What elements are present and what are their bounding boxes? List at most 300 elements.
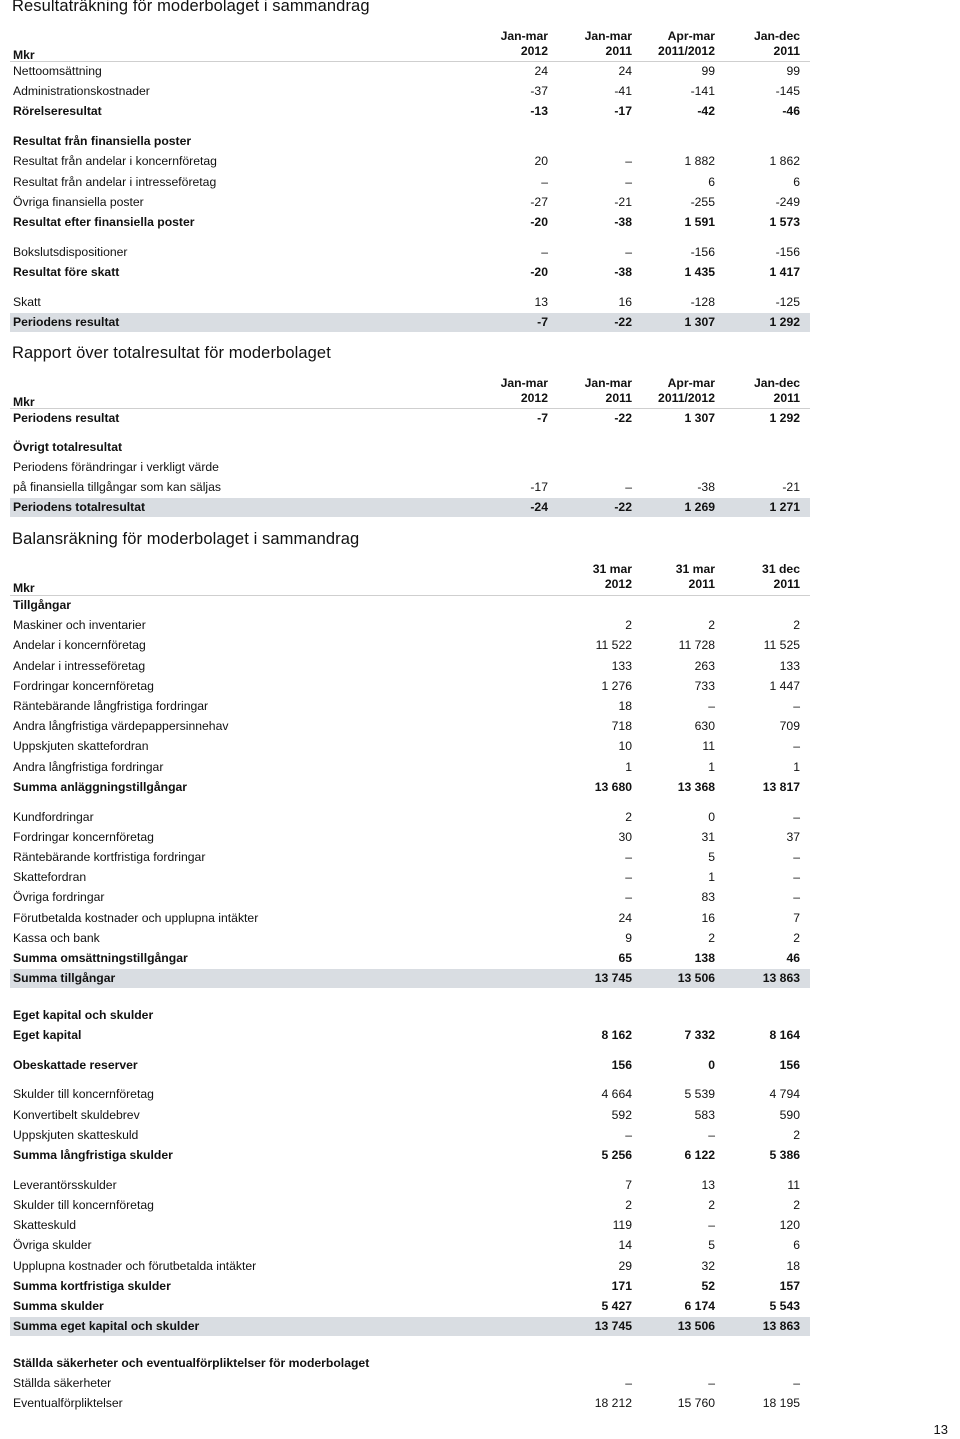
- bs-row: [10, 949, 810, 968]
- row-value: 133: [779, 658, 800, 673]
- row-value: -38: [614, 215, 632, 229]
- row-label: Summa kortfristiga skulder: [13, 1278, 171, 1293]
- row-label: Resultat efter finansiella poster: [13, 215, 195, 229]
- pnl-row: [10, 102, 810, 121]
- row-label: Ställda säkerheter och eventualförpliktelser för moderbolaget: [13, 1355, 370, 1370]
- bs-row: [10, 888, 810, 907]
- row-label: Skulder till koncernföretag: [13, 1087, 154, 1102]
- header-column: [585, 376, 632, 406]
- header-year: 2011/2012: [658, 391, 715, 405]
- oci-row: [10, 438, 810, 457]
- row-value: -255: [690, 194, 715, 209]
- row-value: 99: [701, 64, 715, 78]
- row-value: -128: [690, 294, 715, 309]
- row-value: 13: [534, 294, 548, 309]
- bs-row: [10, 677, 810, 696]
- bs-row: [10, 1196, 810, 1215]
- row-value: 120: [779, 1218, 800, 1233]
- bs-row: [10, 1317, 810, 1336]
- row-value: 1: [793, 759, 800, 774]
- row-value: 13 745: [594, 971, 632, 986]
- row-label: Rörelseresultat: [13, 104, 102, 119]
- header-column: [501, 29, 548, 59]
- row-label: Övriga skulder: [13, 1238, 92, 1253]
- row-label: Övriga finansiella poster: [13, 194, 144, 209]
- row-value: 11: [702, 739, 715, 754]
- header-year: 2012: [520, 391, 548, 405]
- row-value: 592: [611, 1107, 632, 1122]
- bs-row: [10, 636, 810, 655]
- header-year: 2012: [604, 577, 632, 591]
- row-value: 2: [708, 1197, 715, 1212]
- row-value: 2: [625, 1197, 632, 1212]
- row-value: –: [625, 849, 632, 864]
- row-value: 83: [701, 890, 715, 905]
- row-value: 13: [701, 1177, 715, 1192]
- row-label: Skattefordran: [13, 870, 87, 885]
- row-value: –: [625, 154, 632, 169]
- row-value: 65: [618, 950, 632, 965]
- row-value: 7: [625, 1177, 632, 1192]
- row-value: -20: [530, 215, 548, 229]
- row-value: 156: [779, 1057, 800, 1072]
- bs-row: [10, 1297, 810, 1316]
- row-value: 18 195: [762, 1396, 800, 1411]
- row-value: 7 332: [684, 1028, 715, 1042]
- row-value: 2: [793, 1197, 800, 1212]
- row-value: 32: [701, 1258, 715, 1273]
- row-value: 583: [694, 1107, 715, 1122]
- bs-row: [10, 758, 810, 777]
- row-value: 11: [787, 1177, 800, 1192]
- row-value: 13 745: [594, 1319, 632, 1334]
- row-value: -27: [530, 194, 548, 209]
- row-label: Resultat före skatt: [13, 265, 120, 279]
- row-label: Summa anläggningstillgångar: [13, 779, 188, 794]
- row-value: 5 539: [684, 1087, 715, 1102]
- row-value: 99: [786, 64, 800, 78]
- pnl-row: [10, 152, 810, 171]
- row-label: Administrationskostnader: [13, 84, 150, 99]
- bs-row: [10, 1216, 810, 1235]
- row-value: -125: [775, 294, 800, 309]
- row-value: -156: [775, 244, 800, 259]
- row-value: 0: [708, 809, 715, 824]
- pnl-row: [10, 193, 810, 212]
- row-value: 2: [793, 930, 800, 945]
- row-value: 5 427: [601, 1298, 632, 1313]
- oci-header: [10, 375, 810, 409]
- row-value: 2: [793, 1127, 800, 1142]
- row-value: 718: [611, 719, 632, 734]
- row-value: 5 543: [769, 1298, 800, 1313]
- header-period: Jan-dec: [753, 376, 800, 390]
- oci-row: [10, 458, 810, 477]
- row-value: 709: [779, 719, 800, 734]
- bs-row: [10, 1257, 810, 1276]
- row-value: 24: [618, 910, 632, 925]
- row-value: -145: [775, 84, 800, 99]
- row-value: 24: [618, 64, 632, 78]
- row-label: Uppskjuten skatteskuld: [13, 1127, 139, 1142]
- row-value: –: [541, 174, 548, 189]
- row-value: -22: [614, 500, 632, 515]
- row-value: 6: [793, 174, 800, 189]
- row-value: 2: [793, 618, 800, 633]
- row-label: Leverantörsskulder: [13, 1177, 117, 1192]
- row-value: 630: [694, 719, 715, 734]
- row-value: -24: [530, 500, 548, 515]
- bs-row: [10, 929, 810, 948]
- bs-row: [10, 1354, 810, 1373]
- row-value: 11 728: [678, 638, 715, 653]
- header-column: [754, 29, 800, 59]
- row-value: -42: [697, 104, 715, 119]
- header-column: [593, 562, 632, 592]
- row-label: Resultat från andelar i intresseföretag: [13, 174, 217, 189]
- row-label: Periodens resultat: [13, 411, 120, 425]
- header-period: 31 mar: [592, 562, 632, 576]
- row-value: –: [708, 1218, 715, 1233]
- row-label: Upplupna kostnader och förutbetalda intäkter: [13, 1258, 257, 1273]
- row-label: Resultat från finansiella poster: [13, 134, 192, 149]
- row-value: 37: [786, 829, 800, 844]
- row-label: Periodens resultat: [13, 315, 120, 329]
- row-value: –: [793, 870, 800, 885]
- bs-row: [10, 1056, 810, 1075]
- header-column: [676, 562, 715, 592]
- row-value: 13 368: [677, 779, 715, 794]
- row-label: Skatt: [13, 294, 41, 309]
- header-period: Jan-mar: [500, 29, 548, 43]
- row-label: Räntebärande kortfristiga fordringar: [13, 849, 206, 864]
- row-value: 1: [625, 759, 632, 774]
- row-value: 1 573: [769, 215, 800, 229]
- bs-row: [10, 1146, 810, 1165]
- row-value: 24: [534, 64, 548, 78]
- bs-row: [10, 969, 810, 988]
- row-value: -7: [537, 315, 548, 329]
- bs-row: [10, 1106, 810, 1125]
- row-value: 8 162: [601, 1028, 632, 1042]
- row-label: Skulder till koncernföretag: [13, 1197, 154, 1212]
- bs-row: [10, 1026, 810, 1045]
- row-value: 590: [779, 1107, 800, 1122]
- row-value: 11 525: [763, 638, 800, 653]
- row-value: -7: [537, 411, 548, 425]
- row-label: Räntebärande långfristiga fordringar: [13, 699, 209, 713]
- row-value: 1: [708, 759, 715, 774]
- row-label: Periodens förändringar i verkligt värde: [13, 459, 219, 474]
- row-value: –: [625, 244, 632, 259]
- bs-title: Balansräkning för moderbolaget i sammandrag: [12, 530, 360, 548]
- row-value: 9: [625, 930, 632, 945]
- header-mkr: Mkr: [13, 395, 35, 409]
- oci-row: [10, 498, 810, 517]
- header-period: 31 dec: [762, 562, 800, 576]
- header-period: Jan-mar: [500, 376, 548, 390]
- header-period: Apr-mar: [667, 29, 715, 43]
- row-value: 2: [708, 618, 715, 633]
- row-value: 171: [611, 1278, 632, 1293]
- row-value: -21: [782, 480, 800, 495]
- row-value: -46: [782, 104, 800, 119]
- row-value: –: [793, 809, 800, 824]
- row-value: 4 794: [769, 1087, 800, 1102]
- header-rule: [10, 408, 810, 409]
- header-period: 31 mar: [675, 562, 715, 576]
- row-label: Övriga fordringar: [13, 890, 105, 905]
- header-rule: [10, 595, 810, 596]
- row-value: 20: [534, 154, 548, 169]
- bs-row: [10, 808, 810, 827]
- row-value: 13 817: [762, 779, 800, 794]
- row-value: 6 174: [684, 1298, 715, 1313]
- row-value: 2: [625, 809, 632, 824]
- bs-row: [10, 737, 810, 756]
- bs-row: [10, 1126, 810, 1145]
- row-value: -22: [614, 411, 632, 425]
- row-value: 13 680: [594, 779, 632, 794]
- row-value: –: [625, 890, 632, 905]
- row-value: 6: [793, 1238, 800, 1253]
- row-value: 13 506: [677, 1319, 715, 1334]
- row-value: –: [708, 699, 715, 713]
- header-mkr: Mkr: [13, 48, 35, 62]
- row-label: Eventualförpliktelser: [13, 1396, 123, 1411]
- row-label: Summa tillgångar: [13, 971, 116, 986]
- row-value: -141: [690, 84, 715, 99]
- row-label: Summa omsättningstillgångar: [13, 950, 188, 965]
- row-value: 6: [708, 174, 715, 189]
- row-value: 6 122: [684, 1148, 715, 1162]
- row-value: 11 522: [595, 638, 632, 653]
- pnl-title: Resultaträkning för moderbolaget i sammandrag: [12, 0, 370, 15]
- bs-row: [10, 596, 810, 615]
- header-year: 2011: [688, 577, 715, 591]
- row-value: 18 212: [594, 1396, 632, 1411]
- pnl-row: [10, 263, 810, 282]
- pnl-row: [10, 243, 810, 262]
- row-value: 29: [618, 1258, 632, 1273]
- row-value: 15 760: [677, 1396, 715, 1411]
- header-year: 2011: [605, 391, 632, 405]
- row-value: –: [625, 870, 632, 885]
- bs-row: [10, 868, 810, 887]
- oci-row: [10, 409, 810, 428]
- row-value: 1 417: [769, 265, 800, 279]
- bs-row: [10, 1085, 810, 1104]
- pnl-row: [10, 82, 810, 101]
- header-column: [585, 29, 632, 59]
- row-value: 733: [694, 678, 715, 693]
- row-value: -17: [614, 104, 632, 119]
- row-label: Eget kapital och skulder: [13, 1007, 154, 1022]
- row-label: Övrigt totalresultat: [13, 439, 123, 454]
- header-period: Jan-mar: [584, 376, 632, 390]
- header-period: Apr-mar: [667, 376, 715, 390]
- header-rule: [10, 61, 810, 62]
- pnl-row: [10, 313, 810, 332]
- row-label: Ställda säkerheter: [13, 1376, 112, 1390]
- row-value: 1 591: [684, 215, 715, 229]
- row-value: 1 862: [769, 154, 800, 169]
- row-value: –: [708, 1376, 715, 1390]
- page-number: 13: [933, 1422, 948, 1437]
- pnl-header: [10, 28, 810, 62]
- header-year: 2012: [520, 44, 548, 58]
- row-label: Andra långfristiga fordringar: [13, 759, 164, 774]
- row-value: 1 307: [684, 411, 715, 425]
- row-label: Tillgångar: [13, 598, 72, 612]
- row-value: -37: [530, 84, 548, 99]
- bs-header: [10, 561, 810, 595]
- row-label: Konvertibelt skuldebrev: [13, 1107, 140, 1122]
- bs-row: [10, 616, 810, 635]
- row-label: Skatteskuld: [13, 1218, 77, 1233]
- header-period: Jan-mar: [584, 29, 632, 43]
- bs-row: [10, 697, 810, 716]
- bs-row: [10, 828, 810, 847]
- bs-row: [10, 778, 810, 797]
- row-label: Bokslutsdispositioner: [13, 244, 128, 259]
- row-value: 30: [618, 829, 632, 844]
- oci-title: Rapport över totalresultat för moderbolaget: [12, 344, 331, 362]
- row-label: Summa eget kapital och skulder: [13, 1319, 200, 1334]
- header-column: [762, 562, 800, 592]
- header-column: [501, 376, 548, 406]
- row-value: 1 269: [684, 500, 715, 515]
- row-value: -20: [530, 265, 548, 279]
- row-value: –: [625, 174, 632, 189]
- row-label: Maskiner och inventarier: [13, 618, 146, 633]
- row-label: Nettoomsättning: [13, 64, 102, 78]
- row-value: –: [625, 1376, 632, 1390]
- pnl-row: [10, 62, 810, 81]
- row-value: 0: [708, 1057, 715, 1072]
- row-value: 1 271: [769, 500, 800, 515]
- bs-row: [10, 1176, 810, 1195]
- row-value: 5: [708, 1238, 715, 1253]
- oci-row: [10, 478, 810, 497]
- row-label: Kassa och bank: [13, 930, 100, 945]
- row-value: 2: [625, 618, 632, 633]
- header-year: 2011: [773, 577, 800, 591]
- row-label: Periodens totalresultat: [13, 500, 146, 515]
- row-value: 52: [701, 1278, 715, 1293]
- header-period: Jan-dec: [753, 29, 800, 43]
- header-column: [658, 376, 715, 406]
- row-value: 14: [618, 1238, 632, 1253]
- row-value: -38: [697, 480, 715, 495]
- row-value: 263: [694, 658, 715, 673]
- row-value: 5: [708, 849, 715, 864]
- row-label: Obeskattade reserver: [13, 1057, 138, 1072]
- pnl-row: [10, 293, 810, 312]
- row-value: 18: [618, 699, 632, 713]
- row-value: 16: [618, 294, 632, 309]
- header-year: 2011: [773, 44, 800, 58]
- row-value: 16: [701, 910, 715, 925]
- row-value: 46: [786, 950, 800, 965]
- header-year: 2011/2012: [658, 44, 715, 58]
- row-value: 13 863: [762, 1319, 800, 1334]
- row-label: Resultat från andelar i koncernföretag: [13, 154, 217, 169]
- header-column: [658, 29, 715, 59]
- row-value: -41: [614, 84, 632, 99]
- row-value: 1 882: [684, 154, 715, 169]
- row-value: –: [793, 699, 800, 713]
- row-value: –: [793, 849, 800, 864]
- row-value: 1 292: [769, 315, 800, 329]
- bs-row: [10, 1394, 810, 1413]
- row-value: -21: [614, 194, 632, 209]
- row-value: –: [625, 1127, 632, 1142]
- row-value: 1 292: [769, 411, 800, 425]
- bs-row: [10, 657, 810, 676]
- row-value: 119: [612, 1218, 632, 1233]
- row-value: 157: [779, 1278, 800, 1293]
- bs-row: [10, 848, 810, 867]
- bs-row: [10, 909, 810, 928]
- row-value: –: [793, 739, 800, 754]
- pnl-row: [10, 213, 810, 232]
- row-value: 8 164: [769, 1028, 800, 1042]
- header-column: [754, 376, 800, 406]
- row-value: –: [541, 244, 548, 259]
- row-value: -17: [530, 480, 548, 495]
- row-value: 156: [611, 1057, 632, 1072]
- row-value: 4 664: [601, 1087, 632, 1102]
- row-value: 1 276: [601, 678, 632, 693]
- row-value: –: [793, 1376, 800, 1390]
- row-value: -22: [614, 315, 632, 329]
- row-value: 1 447: [769, 678, 800, 693]
- pnl-row: [10, 132, 810, 151]
- row-label: Fordringar koncernföretag: [13, 678, 154, 693]
- row-value: 7: [793, 910, 800, 925]
- row-value: 13 863: [762, 971, 800, 986]
- bs-row: [10, 1277, 810, 1296]
- row-value: 18: [786, 1258, 800, 1273]
- row-label: Kundfordringar: [13, 809, 94, 824]
- bs-row: [10, 1374, 810, 1393]
- row-value: -249: [775, 194, 800, 209]
- row-label: Andra långfristiga värdepappersinnehav: [13, 719, 229, 734]
- row-label: Andelar i intresseföretag: [13, 658, 146, 673]
- row-label: Summa långfristiga skulder: [13, 1148, 173, 1162]
- row-value: 5 386: [769, 1148, 800, 1162]
- row-label: Eget kapital: [13, 1028, 82, 1042]
- row-value: 31: [701, 829, 715, 844]
- bs-row: [10, 1236, 810, 1255]
- row-label: Andelar i koncernföretag: [13, 638, 146, 653]
- bs-row: [10, 1006, 810, 1025]
- row-label: Förutbetalda kostnader och upplupna intäkter: [13, 910, 259, 925]
- row-value: 1 307: [684, 315, 715, 329]
- row-value: 1: [708, 870, 715, 885]
- header-year: 2011: [605, 44, 632, 58]
- row-value: 10: [618, 739, 632, 754]
- pnl-row: [10, 173, 810, 192]
- row-value: –: [625, 480, 632, 495]
- row-value: -13: [530, 104, 548, 119]
- row-label: Uppskjuten skattefordran: [13, 739, 149, 754]
- row-value: 1 435: [684, 265, 715, 279]
- header-mkr: Mkr: [13, 581, 35, 595]
- header-year: 2011: [773, 391, 800, 405]
- row-label: Fordringar koncernföretag: [13, 829, 154, 844]
